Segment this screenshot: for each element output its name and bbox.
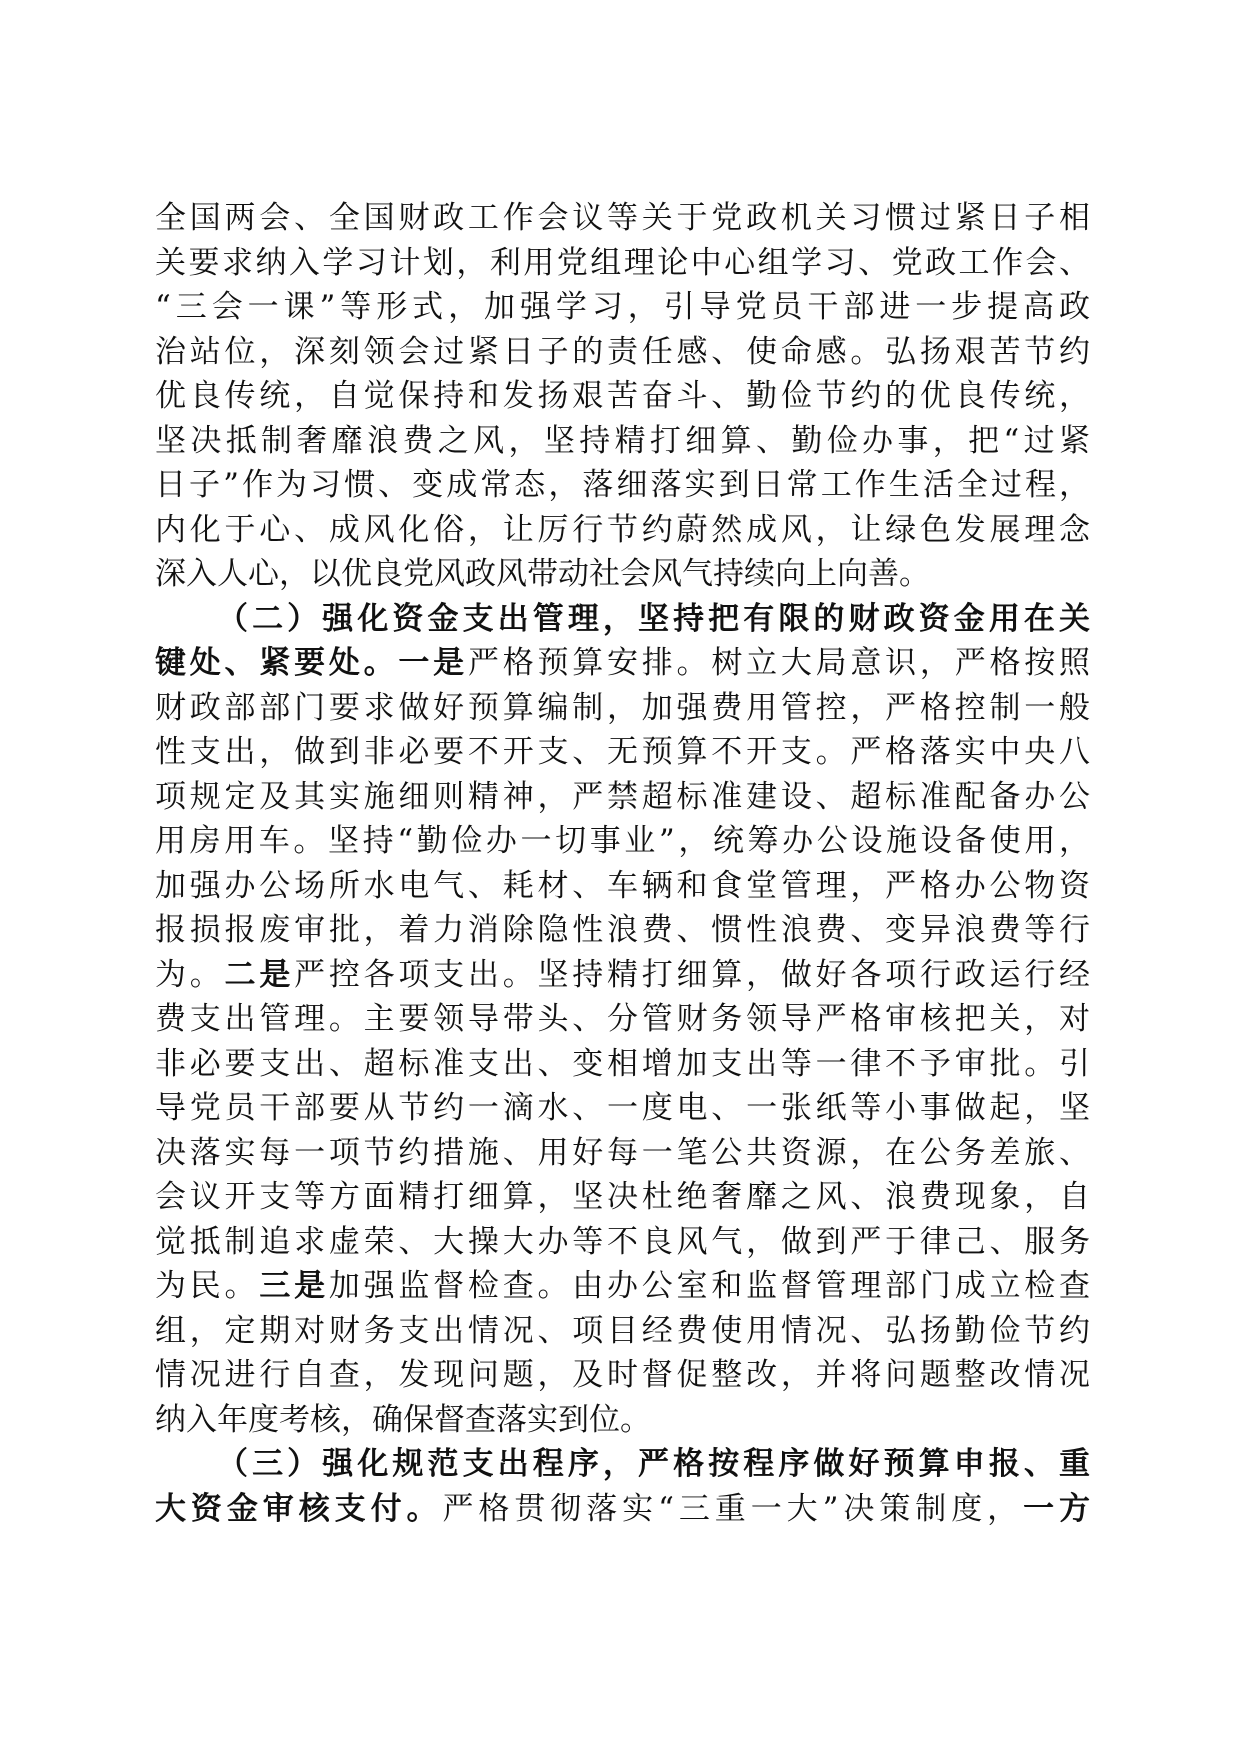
text-run-bold: 一方: [1023, 1490, 1090, 1527]
text-line: 费支出管理。主要领导带头、分管财务领导严格审核把关，对: [155, 1001, 1090, 1037]
text-line: 组，定期对财务支出情况、项目经费使用情况、弘扬勤俭节约: [155, 1312, 1090, 1349]
text-line: 治站位，深刻领会过紧日子的责任感、使命感。弘扬艰苦节约: [155, 333, 1090, 370]
text-line: [155, 641, 1090, 686]
point-marker-1: 一是: [398, 645, 468, 681]
text-line: 加强办公场所水电气、耗材、车辆和食堂管理，严格办公物资: [155, 867, 1090, 904]
text-line: 内化于心、成风化俗，让厉行节约蔚然成风，让绿色发展理念: [155, 511, 1090, 548]
text-line: 非必要支出、超标准支出、变相增加支出等一律不予审批。引: [155, 1045, 1090, 1082]
text-line: 用房用车。坚持“勤俭办一切事业”，统筹办公设施设备使用，: [155, 823, 1090, 859]
text-run: 严格预算安排。树立大局意识，严格按照: [467, 645, 1090, 681]
text-run: 加强监督检查。由办公室和监督管理部门成立检查: [328, 1268, 1090, 1304]
paragraph-2: [155, 597, 1090, 1443]
text-line: 会议开支等方面精打细算，坚决杜绝奢靡之风、浪费现象，自: [155, 1179, 1090, 1215]
text-run: 为民。: [155, 1268, 260, 1304]
text-line: 情况进行自查，发现问题，及时督促整改，并将问题整改情况: [155, 1357, 1090, 1393]
text-line: 深入人心，以优良党风政风带动社会风气持续向上向善。: [155, 556, 930, 592]
text-line: 财政部部门要求做好预算编制，加强费用管控，严格控制一般: [155, 689, 1090, 726]
text-run: 严格贯彻落实“三重一大”决策制度，: [442, 1490, 1024, 1527]
point-marker-2: 二是: [224, 956, 295, 993]
section-heading-2: （二）强化资金支出管理，坚持把有限的财政资金用在关: [217, 600, 1090, 637]
text-line: 关要求纳入学习计划，利用党组理论中心组学习、党政工作会、: [155, 244, 1090, 281]
text-line: [155, 1487, 1090, 1532]
heading-continuation: 键处、紧要处。: [155, 645, 399, 681]
text-line: “三会一课”等形式，加强学习，引导党员干部进一步提高政: [155, 289, 1090, 325]
paragraph-3: [155, 1442, 1090, 1531]
text-line: 纳入年度考核，确保督查落实到位。: [155, 1401, 651, 1438]
paragraph-1: [155, 196, 1090, 597]
text-line: [155, 953, 1090, 998]
text-run: 严控各项支出。坚持精打细算，做好各项行政运行经: [294, 956, 1090, 993]
text-line: 项规定及其实施细则精神，严禁超标准建设、超标准配备办公: [155, 778, 1090, 815]
text-line: 性支出，做到非必要不开支、无预算不开支。严格落实中央八: [155, 734, 1090, 770]
text-line: 导党员干部要从节约一滴水、一度电、一张纸等小事做起，坚: [155, 1090, 1090, 1126]
section-heading-3: （三）强化规范支出程序，严格按程序做好预算申报、重: [217, 1446, 1090, 1482]
point-marker-3: 三是: [259, 1268, 329, 1304]
heading-continuation: 大资金审核支付。: [155, 1490, 443, 1527]
text-line: 全国两会、全国财政工作会议等关于党政机关习惯过紧日子相: [155, 200, 1090, 236]
text-line: [155, 1264, 1090, 1309]
text-line: 觉抵制追求虚荣、大操大办等不良风气，做到严于律己、服务: [155, 1223, 1090, 1260]
text-line: 决落实每一项节约措施、用好每一笔公共资源，在公务差旅、: [155, 1134, 1090, 1171]
text-line: 日子”作为习惯、变成常态，落细落实到日常工作生活全过程，: [155, 467, 1090, 503]
text-line: 报损报废审批，着力消除隐性浪费、惯性浪费、变异浪费等行: [155, 912, 1090, 948]
document-body: [155, 196, 1090, 1531]
text-run: 为。: [155, 956, 225, 993]
text-line: 坚决抵制奢靡浪费之风，坚持精打细算、勤俭办事，把“过紧: [155, 422, 1090, 459]
text-line: 优良传统，自觉保持和发扬艰苦奋斗、勤俭节约的优良传统，: [155, 378, 1090, 414]
